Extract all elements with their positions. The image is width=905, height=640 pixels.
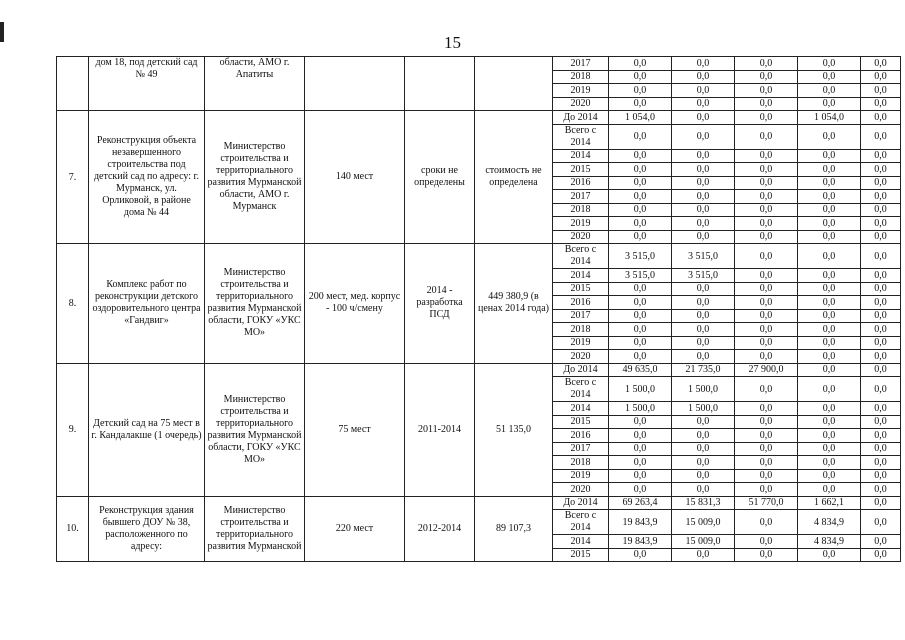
amount-cell: 0,0	[609, 429, 672, 443]
organization: Министерство строительства и территориального развития Мурманской области, ГОКУ «УКС МО»	[205, 244, 305, 364]
amount-cell: 0,0	[861, 548, 901, 562]
amount-cell: 0,0	[861, 483, 901, 497]
amount-cell: 27 900,0	[735, 363, 798, 377]
amount-cell: 0,0	[609, 442, 672, 456]
year-label: 2018	[553, 456, 609, 470]
amount-cell: 0,0	[609, 296, 672, 310]
amount-cell: 3 515,0	[672, 269, 735, 283]
amount-cell: 1 500,0	[609, 402, 672, 416]
amount-cell: 0,0	[672, 217, 735, 231]
year-label: 2014	[553, 535, 609, 549]
amount-cell: 0,0	[609, 57, 672, 71]
amount-cell: 0,0	[672, 203, 735, 217]
amount-cell: 0,0	[735, 84, 798, 98]
amount-cell: 0,0	[798, 282, 861, 296]
capacity	[305, 57, 405, 111]
amount-cell: 0,0	[798, 363, 861, 377]
cost	[475, 57, 553, 111]
row-number	[57, 57, 89, 111]
amount-cell: 0,0	[861, 84, 901, 98]
amount-cell: 0,0	[735, 124, 798, 149]
year-label: 2017	[553, 57, 609, 71]
year-label: 2019	[553, 469, 609, 483]
amount-cell: 0,0	[609, 415, 672, 429]
object-name: Комплекс работ по реконструкции детского оздоровительного центра «Гандвиг»	[89, 244, 205, 364]
amount-cell: 0,0	[609, 203, 672, 217]
amount-cell: 0,0	[798, 149, 861, 163]
amount-cell: 0,0	[735, 415, 798, 429]
amount-cell: 0,0	[609, 456, 672, 470]
amount-cell: 0,0	[861, 70, 901, 84]
amount-cell: 0,0	[798, 415, 861, 429]
amount-cell: 0,0	[735, 548, 798, 562]
amount-cell: 0,0	[861, 309, 901, 323]
year-label: Всего с 2014	[553, 377, 609, 402]
amount-cell: 0,0	[672, 296, 735, 310]
organization: Министерство строительства и территориального развития Мурманской области, ГОКУ «УКС МО»	[205, 363, 305, 496]
amount-cell: 0,0	[861, 296, 901, 310]
year-label: 2017	[553, 190, 609, 204]
row-number: 9.	[57, 363, 89, 496]
amount-cell: 0,0	[735, 97, 798, 111]
amount-cell: 0,0	[735, 70, 798, 84]
capacity: 220 мест	[305, 496, 405, 562]
amount-cell: 0,0	[798, 336, 861, 350]
amount-cell: 0,0	[798, 442, 861, 456]
amount-cell: 51 770,0	[735, 496, 798, 510]
amount-cell: 1 662,1	[798, 496, 861, 510]
cost: 449 380,9 (в ценах 2014 года)	[475, 244, 553, 364]
amount-cell: 0,0	[798, 323, 861, 337]
amount-cell: 0,0	[735, 309, 798, 323]
amount-cell: 0,0	[672, 230, 735, 244]
amount-cell: 0,0	[861, 535, 901, 549]
amount-cell: 0,0	[609, 163, 672, 177]
year-label: 2020	[553, 483, 609, 497]
amount-cell: 0,0	[861, 190, 901, 204]
year-label: 2018	[553, 70, 609, 84]
amount-cell: 0,0	[735, 469, 798, 483]
object-name: Детский сад на 75 мест в г. Кандалакше (1 очередь)	[89, 363, 205, 496]
year-label: Всего с 2014	[553, 124, 609, 149]
amount-cell: 0,0	[672, 190, 735, 204]
amount-cell: 0,0	[861, 111, 901, 125]
amount-cell: 0,0	[798, 190, 861, 204]
amount-cell: 0,0	[798, 57, 861, 71]
year-label: 2017	[553, 309, 609, 323]
cost: 89 107,3	[475, 496, 553, 562]
amount-cell: 0,0	[735, 111, 798, 125]
amount-cell: 0,0	[609, 176, 672, 190]
row-number: 10.	[57, 496, 89, 562]
amount-cell: 69 263,4	[609, 496, 672, 510]
year-label: Всего с 2014	[553, 244, 609, 269]
capacity: 200 мест, мед. корпус - 100 ч/смену	[305, 244, 405, 364]
amount-cell: 0,0	[798, 124, 861, 149]
amount-cell: 0,0	[609, 350, 672, 364]
amount-cell: 0,0	[609, 97, 672, 111]
amount-cell: 0,0	[735, 429, 798, 443]
year-label: 2019	[553, 217, 609, 231]
amount-cell: 0,0	[861, 269, 901, 283]
year-label: 2018	[553, 323, 609, 337]
amount-cell: 0,0	[798, 483, 861, 497]
amount-cell: 0,0	[672, 456, 735, 470]
year-label: До 2014	[553, 111, 609, 125]
organization: Министерство строительства и территориального развития Мурманской области, АМО г. Мурманск	[205, 111, 305, 244]
amount-cell: 0,0	[609, 469, 672, 483]
amount-cell: 1 500,0	[609, 377, 672, 402]
amount-cell: 49 635,0	[609, 363, 672, 377]
amount-cell: 0,0	[798, 217, 861, 231]
period: 2012-2014	[405, 496, 475, 562]
period: 2011-2014	[405, 363, 475, 496]
amount-cell: 0,0	[609, 149, 672, 163]
year-label: 2014	[553, 149, 609, 163]
amount-cell: 4 834,9	[798, 535, 861, 549]
amount-cell: 3 515,0	[609, 269, 672, 283]
amount-cell: 0,0	[861, 230, 901, 244]
amount-cell: 0,0	[609, 282, 672, 296]
year-label: До 2014	[553, 363, 609, 377]
amount-cell: 0,0	[672, 163, 735, 177]
amount-cell: 0,0	[861, 377, 901, 402]
amount-cell: 0,0	[672, 483, 735, 497]
amount-cell: 0,0	[735, 377, 798, 402]
amount-cell: 0,0	[735, 323, 798, 337]
amount-cell: 0,0	[672, 442, 735, 456]
amount-cell: 0,0	[735, 510, 798, 535]
object-name: Реконструкция объекта незавершенного строительства под детский сад по адресу: г. Мурманск, ул. Орликовой, в районе дома № 44	[89, 111, 205, 244]
amount-cell: 0,0	[735, 296, 798, 310]
year-label: 2015	[553, 282, 609, 296]
amount-cell: 0,0	[798, 163, 861, 177]
year-label: 2014	[553, 402, 609, 416]
amount-cell: 0,0	[735, 456, 798, 470]
amount-cell: 0,0	[861, 456, 901, 470]
amount-cell: 0,0	[672, 415, 735, 429]
object-name: дом 18, под детский сад № 49	[89, 57, 205, 111]
amount-cell: 0,0	[672, 97, 735, 111]
amount-cell: 0,0	[672, 309, 735, 323]
amount-cell: 0,0	[672, 57, 735, 71]
amount-cell: 0,0	[735, 336, 798, 350]
amount-cell: 0,0	[798, 203, 861, 217]
period	[405, 57, 475, 111]
amount-cell: 0,0	[798, 269, 861, 283]
amount-cell: 0,0	[861, 163, 901, 177]
amount-cell: 0,0	[861, 469, 901, 483]
amount-cell: 0,0	[861, 57, 901, 71]
amount-cell: 21 735,0	[672, 363, 735, 377]
amount-cell: 0,0	[798, 377, 861, 402]
amount-cell: 0,0	[735, 269, 798, 283]
amount-cell: 0,0	[798, 429, 861, 443]
year-label: 2016	[553, 296, 609, 310]
period: 2014 - разработка ПСД	[405, 244, 475, 364]
amount-cell: 0,0	[735, 176, 798, 190]
amount-cell: 0,0	[798, 176, 861, 190]
year-label: 2020	[553, 97, 609, 111]
amount-cell: 0,0	[798, 548, 861, 562]
amount-cell: 0,0	[609, 190, 672, 204]
amount-cell: 0,0	[672, 429, 735, 443]
amount-cell: 0,0	[672, 350, 735, 364]
amount-cell: 0,0	[609, 84, 672, 98]
amount-cell: 0,0	[672, 84, 735, 98]
amount-cell: 0,0	[861, 217, 901, 231]
year-label: 2014	[553, 269, 609, 283]
amount-cell: 0,0	[861, 442, 901, 456]
amount-cell: 0,0	[609, 323, 672, 337]
amount-cell: 0,0	[672, 469, 735, 483]
funding-table	[56, 56, 901, 562]
amount-cell: 0,0	[735, 217, 798, 231]
table-row	[57, 363, 901, 377]
amount-cell: 0,0	[735, 282, 798, 296]
amount-cell: 0,0	[861, 323, 901, 337]
row-number: 8.	[57, 244, 89, 364]
amount-cell: 0,0	[735, 203, 798, 217]
year-label: 2016	[553, 429, 609, 443]
year-label: 2019	[553, 336, 609, 350]
year-label: 2015	[553, 415, 609, 429]
amount-cell: 0,0	[798, 244, 861, 269]
amount-cell: 0,0	[861, 510, 901, 535]
organization: Министерство строительства и территориального развития Мурманской	[205, 496, 305, 562]
amount-cell: 0,0	[672, 111, 735, 125]
amount-cell: 0,0	[798, 84, 861, 98]
amount-cell: 0,0	[861, 350, 901, 364]
year-label: 2017	[553, 442, 609, 456]
table-row	[57, 111, 901, 125]
page-number: 15	[444, 33, 461, 52]
year-label: Всего с 2014	[553, 510, 609, 535]
period: сроки не определены	[405, 111, 475, 244]
amount-cell: 0,0	[735, 190, 798, 204]
amount-cell: 0,0	[798, 296, 861, 310]
amount-cell: 0,0	[672, 336, 735, 350]
amount-cell: 0,0	[798, 230, 861, 244]
object-name: Реконструкция здания бывшего ДОУ № 38, расположенного по адресу:	[89, 496, 205, 562]
amount-cell: 0,0	[735, 535, 798, 549]
amount-cell: 0,0	[798, 97, 861, 111]
amount-cell: 0,0	[861, 244, 901, 269]
year-label: 2015	[553, 548, 609, 562]
amount-cell: 3 515,0	[609, 244, 672, 269]
amount-cell: 0,0	[861, 97, 901, 111]
amount-cell: 0,0	[861, 203, 901, 217]
amount-cell: 1 500,0	[672, 377, 735, 402]
year-label: 2020	[553, 350, 609, 364]
amount-cell: 0,0	[672, 124, 735, 149]
amount-cell: 1 500,0	[672, 402, 735, 416]
amount-cell: 0,0	[735, 402, 798, 416]
year-label: До 2014	[553, 496, 609, 510]
amount-cell: 1 054,0	[798, 111, 861, 125]
amount-cell: 0,0	[735, 163, 798, 177]
amount-cell: 0,0	[861, 176, 901, 190]
amount-cell: 0,0	[672, 548, 735, 562]
amount-cell: 0,0	[798, 350, 861, 364]
amount-cell: 0,0	[861, 124, 901, 149]
amount-cell: 0,0	[609, 336, 672, 350]
amount-cell: 15 009,0	[672, 510, 735, 535]
table-row	[57, 496, 901, 510]
amount-cell: 19 843,9	[609, 535, 672, 549]
amount-cell: 0,0	[735, 483, 798, 497]
table-row	[57, 244, 901, 269]
amount-cell: 0,0	[798, 402, 861, 416]
amount-cell: 0,0	[735, 350, 798, 364]
amount-cell: 0,0	[672, 149, 735, 163]
amount-cell: 0,0	[609, 309, 672, 323]
amount-cell: 0,0	[609, 70, 672, 84]
year-label: 2015	[553, 163, 609, 177]
amount-cell: 0,0	[798, 70, 861, 84]
cost: стоимость не определена	[475, 111, 553, 244]
amount-cell: 0,0	[609, 217, 672, 231]
capacity: 140 мест	[305, 111, 405, 244]
amount-cell: 0,0	[861, 363, 901, 377]
amount-cell: 0,0	[735, 57, 798, 71]
amount-cell: 0,0	[861, 149, 901, 163]
amount-cell: 0,0	[861, 415, 901, 429]
amount-cell: 0,0	[798, 469, 861, 483]
year-label: 2019	[553, 84, 609, 98]
year-label: 2018	[553, 203, 609, 217]
amount-cell: 0,0	[735, 244, 798, 269]
amount-cell: 3 515,0	[672, 244, 735, 269]
amount-cell: 0,0	[861, 402, 901, 416]
amount-cell: 0,0	[798, 309, 861, 323]
capacity: 75 мест	[305, 363, 405, 496]
table-row	[57, 57, 901, 71]
amount-cell: 15 831,3	[672, 496, 735, 510]
amount-cell: 4 834,9	[798, 510, 861, 535]
table-body	[57, 57, 901, 562]
amount-cell: 19 843,9	[609, 510, 672, 535]
amount-cell: 0,0	[861, 496, 901, 510]
amount-cell: 0,0	[798, 456, 861, 470]
amount-cell: 0,0	[672, 176, 735, 190]
year-label: 2020	[553, 230, 609, 244]
amount-cell: 0,0	[609, 124, 672, 149]
amount-cell: 0,0	[735, 442, 798, 456]
amount-cell: 0,0	[735, 149, 798, 163]
amount-cell: 15 009,0	[672, 535, 735, 549]
amount-cell: 1 054,0	[609, 111, 672, 125]
year-label: 2016	[553, 176, 609, 190]
amount-cell: 0,0	[609, 548, 672, 562]
amount-cell: 0,0	[735, 230, 798, 244]
row-number: 7.	[57, 111, 89, 244]
organization: области, АМО г. Апатиты	[205, 57, 305, 111]
amount-cell: 0,0	[861, 282, 901, 296]
amount-cell: 0,0	[672, 282, 735, 296]
amount-cell: 0,0	[609, 483, 672, 497]
amount-cell: 0,0	[861, 336, 901, 350]
amount-cell: 0,0	[861, 429, 901, 443]
amount-cell: 0,0	[609, 230, 672, 244]
cost: 51 135,0	[475, 363, 553, 496]
amount-cell: 0,0	[672, 323, 735, 337]
amount-cell: 0,0	[672, 70, 735, 84]
